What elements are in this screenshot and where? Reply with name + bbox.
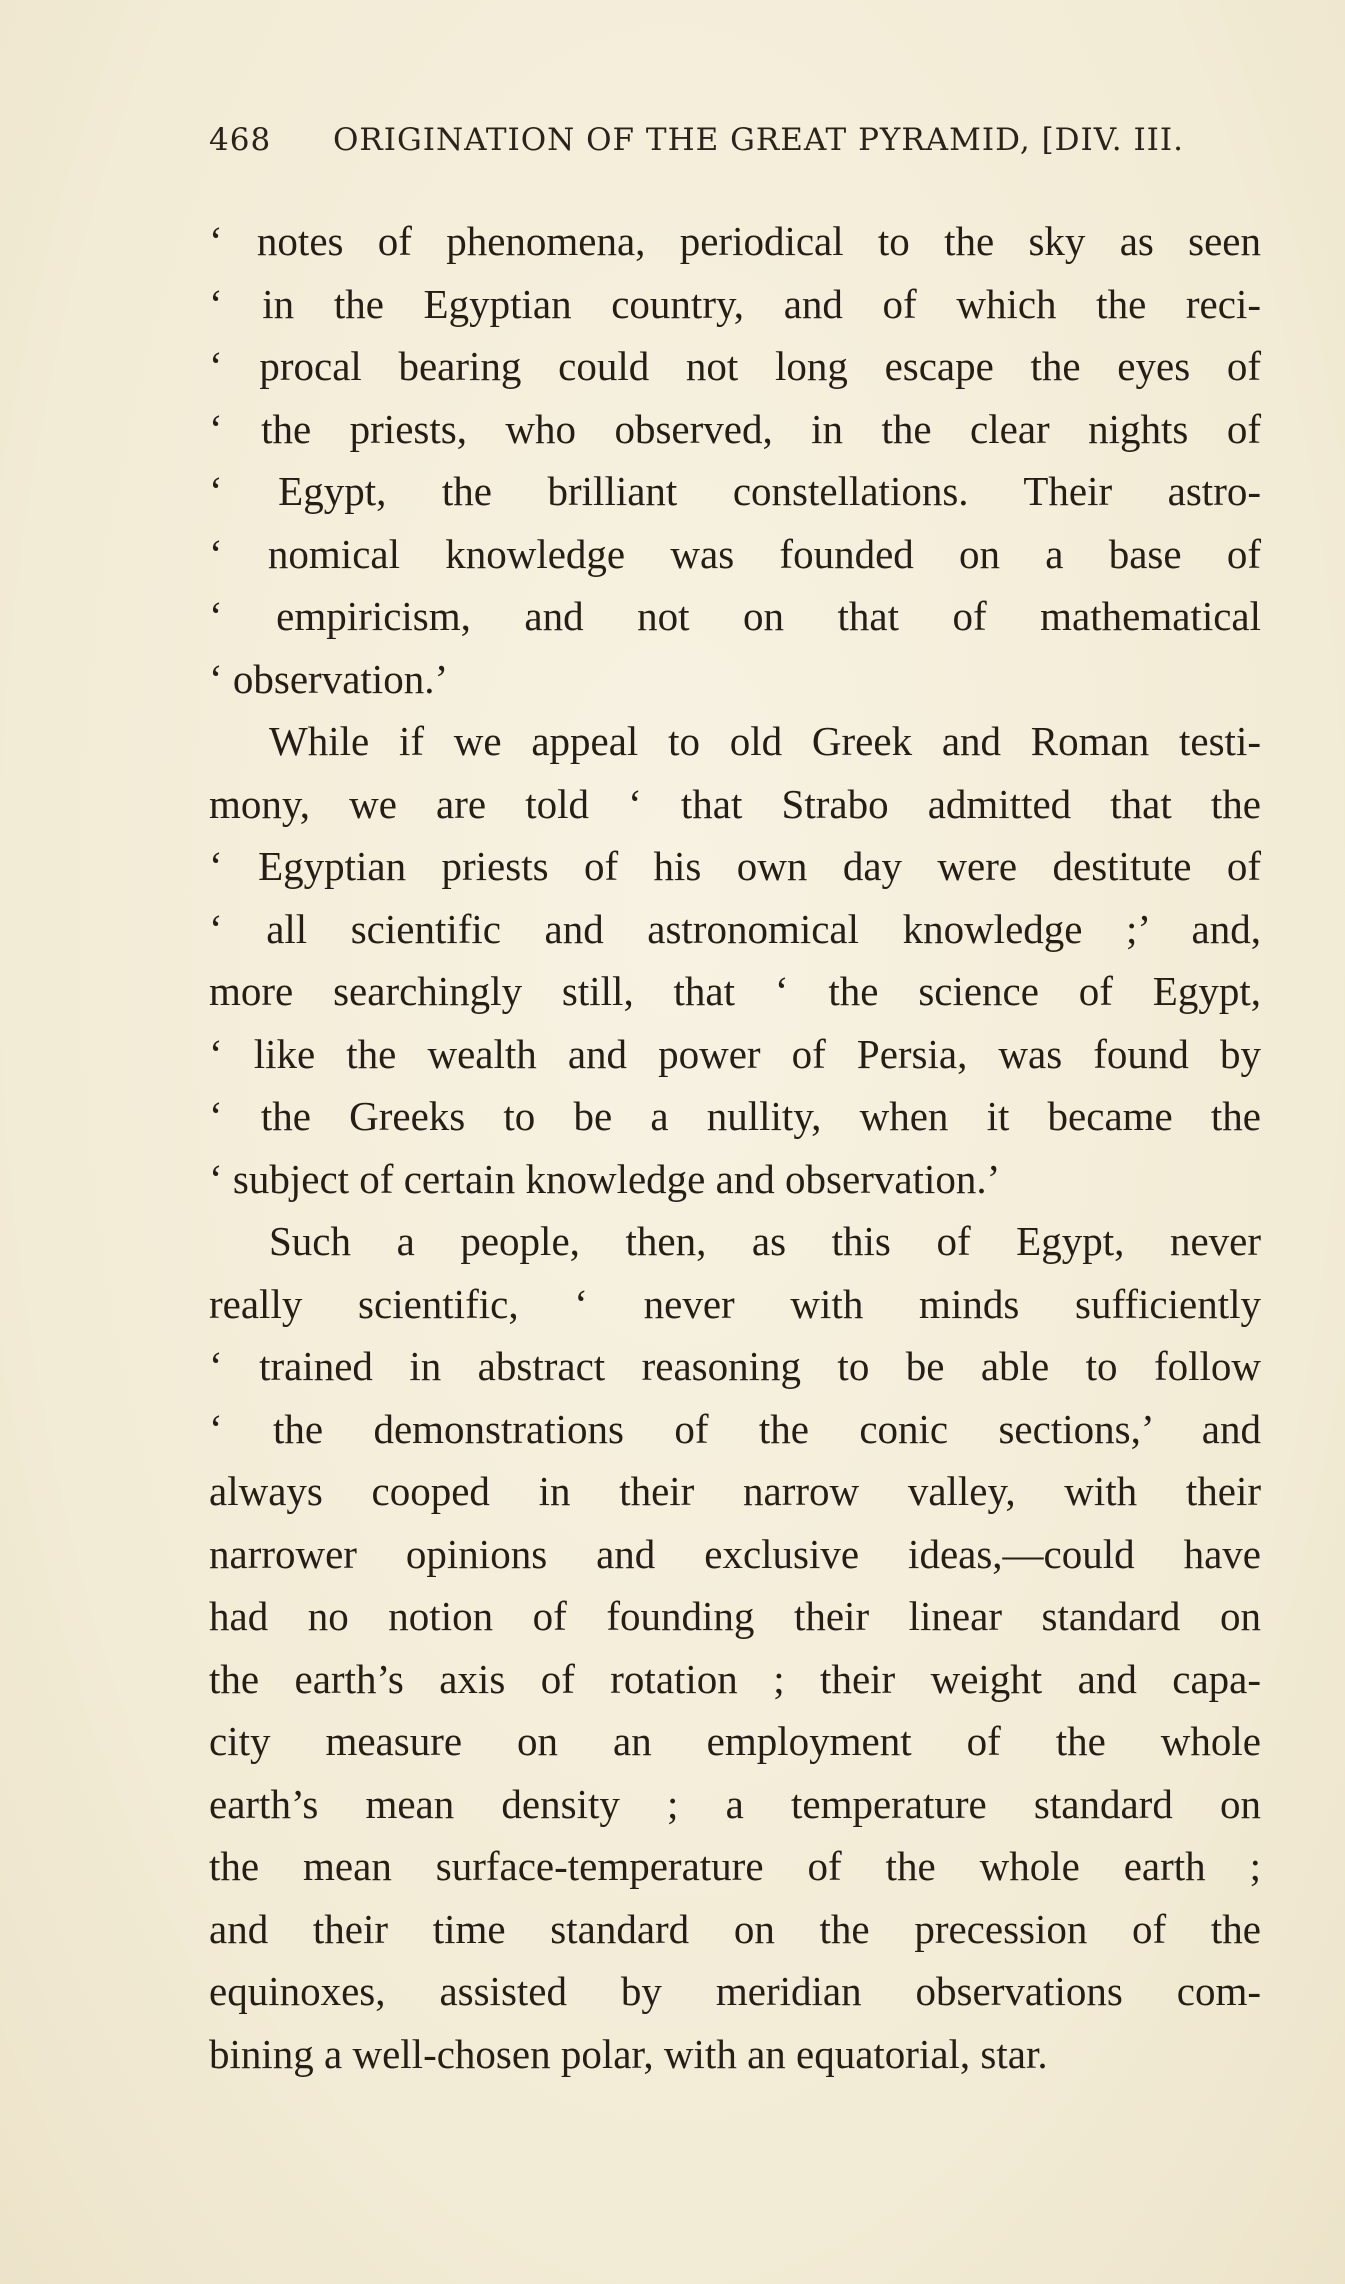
text-line: the earth’s axis of rotation ; their weight and capa- bbox=[209, 1655, 1261, 1702]
body-text bbox=[209, 210, 1261, 2085]
text-line: the mean surface-temperature of the whole earth ; bbox=[209, 1843, 1261, 1889]
text-line: ‘ like the wealth and power of Persia, was found by bbox=[209, 1030, 1261, 1077]
text-line: narrower opinions and exclusive ideas,—could have bbox=[209, 1530, 1261, 1577]
text-line: ‘ Egypt, the brilliant constellations. Their astro- bbox=[209, 468, 1261, 514]
text-line: ‘ nomical knowledge was founded on a base of bbox=[209, 530, 1261, 577]
text-line: city measure on an employment of the whole bbox=[209, 1718, 1261, 1764]
text-line: ‘ observation.’ bbox=[209, 655, 449, 702]
text-line: ‘ empiricism, and not on that of mathematical bbox=[209, 593, 1261, 639]
text-line: equinoxes, assisted by meridian observations com- bbox=[209, 1968, 1261, 2014]
page-header bbox=[209, 122, 1261, 172]
text-line: ‘ the priests, who observed, in the clear nights of bbox=[209, 405, 1261, 452]
text-line: ‘ notes of phenomena, periodical to the sky as seen bbox=[209, 218, 1261, 264]
page-number: 468 bbox=[209, 122, 272, 158]
text-line: ‘ all scientific and astronomical knowledge ;’ and, bbox=[209, 905, 1261, 952]
text-line: ‘ subject of certain knowledge and observation.’ bbox=[209, 1155, 1001, 1202]
text-line: had no notion of founding their linear standard on bbox=[209, 1593, 1261, 1639]
running-title: ORIGINATION OF THE GREAT PYRAMID, [DIV. III. bbox=[333, 122, 1185, 158]
text-line: always cooped in their narrow valley, with their bbox=[209, 1468, 1261, 1514]
paragraph-start: Such a people, then, as this of Egypt, never bbox=[269, 1218, 1261, 1264]
text-line: earth’s mean density ; a temperature standard on bbox=[209, 1780, 1261, 1827]
text-line: bining a well-chosen polar, with an equatorial, star. bbox=[209, 2030, 1048, 2077]
text-line: ‘ procal bearing could not long escape the eyes of bbox=[209, 343, 1261, 389]
text-line: mony, we are told ‘ that Strabo admitted that the bbox=[209, 780, 1261, 827]
paragraph-start: While if we appeal to old Greek and Roman testi- bbox=[269, 718, 1261, 764]
text-line: ‘ Egyptian priests of his own day were destitute of bbox=[209, 843, 1261, 889]
text-line: ‘ the demonstrations of the conic sections,’ and bbox=[209, 1405, 1261, 1452]
text-line: and their time standard on the precession of the bbox=[209, 1905, 1261, 1952]
text-line: more searchingly still, that ‘ the science of Egypt, bbox=[209, 968, 1261, 1014]
text-line: really scientific, ‘ never with minds sufficiently bbox=[209, 1280, 1261, 1327]
text-line: ‘ the Greeks to be a nullity, when it became the bbox=[209, 1093, 1261, 1139]
text-line: ‘ trained in abstract reasoning to be able to follow bbox=[209, 1343, 1261, 1389]
text-line: ‘ in the Egyptian country, and of which the reci- bbox=[209, 280, 1261, 327]
